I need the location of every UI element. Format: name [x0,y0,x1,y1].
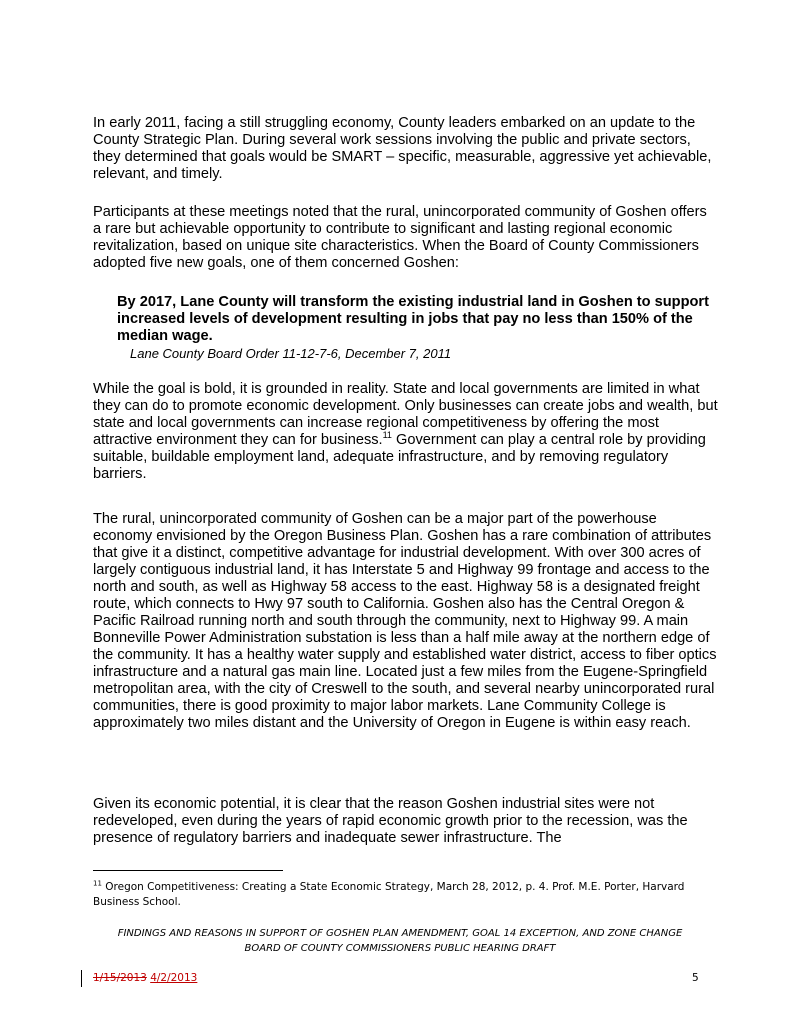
paragraph-goshen-opportunity: Participants at these meetings noted that the rural, unincorporated community of Goshen offers a rare but achievable opportunity to contribute to significant and lasting regional economic revitalization, based on unique site characteristics. When the Board of County Commissioners adopted five new goals, one of them concerned Goshen: [93,204,707,271]
revision-date [93,972,197,984]
paragraph-goal-reality [93,381,718,483]
footnote-reference[interactable]: 11 [382,430,392,441]
goal-citation: Lane County Board Order 11-12-7-6, December 7, 2011 [130,346,452,361]
paragraph-economic-potential: Given its economic potential, it is clear that the reason Goshen industrial sites were not redeveloped, even during the years of rapid economic growth prior to the recession, was the presence of regulatory barriers and inadequate sewer infrastructure. The [93,796,688,846]
goal-statement: By 2017, Lane County will transform the existing industrial land in Goshen to support increased levels of development resulting in jobs that pay no less than 150% of the median wage. [117,294,709,344]
date-deleted: 1/15/2013 [93,972,147,984]
paragraph-goshen-attributes: The rural, unincorporated community of Goshen can be a major part of the powerhouse economy envisioned by the Oregon Business Plan. Goshen has a rare combination of attributes that give it a distinct, competitive advantage for industrial development. With over 300 acres of largely contiguous industrial land, it has Interstate 5 and Highway 99 frontage and access to the north and south, as well as Highway 58 access to the east. Highway 58 is a designated freight route, which connects to Hwy 97 south to California. Goshen also has the Central Oregon & Pacific Railroad running north and south through the community, next to Highway 99. A main Bonneville Power Administration substation is less than a half mile away at the northern edge of the community. It has a healthy water supply and established water district, access to fiber optics infrastructure and a natural gas main line. Located just a few miles from the Eugene-Springfield metropolitan area, with the city of Creswell to the south, and several nearby unincorporated rural communities, there is good proximity to major labor markets. Lane Community College is approximately two miles distant and the University of Oregon in Eugene is within easy reach. [93,511,717,731]
paragraph-goal-reality-text-1: While the goal is bold, it is grounded in reality. State and local governments are limited in what they can do to promote economic development. Only businesses can create jobs and wealth, but state and local governments can increase regional competitiveness by offering the most attractive environment they can for business. [93,381,718,448]
footnote-number: 11 [93,879,102,888]
paragraph-strategic-plan: In early 2011, facing a still struggling economy, County leaders embarked on an update to the County Strategic Plan. During several work sessions involving the public and private sectors, they determined that goals would be SMART – specific, measurable, aggressive yet achievable, relevant, and timely. [93,115,712,182]
date-inserted: 4/2/2013 [150,972,198,984]
revision-change-bar [81,970,82,987]
running-footer [93,926,707,956]
paragraph-goal-reality-text-2: Government can play a central role by providing suitable, buildable employment land, adequate infrastructure, and by removing regulatory barriers. [93,432,706,482]
footer-title: FINDINGS AND REASONS IN SUPPORT OF GOSHEN PLAN AMENDMENT, GOAL 14 EXCEPTION, AND ZONE CHANGE [117,928,683,939]
footnote [93,880,713,910]
page-number: 5 [692,972,699,984]
footnote-separator [93,870,283,871]
footer-subtitle: BOARD OF COUNTY COMMISSIONERS PUBLIC HEARING DRAFT [244,943,556,954]
footnote-text: Oregon Competitiveness: Creating a State Economic Strategy, March 28, 2012, p. 4. Prof. M.E. Porter, Harvard Business School. [93,881,685,908]
